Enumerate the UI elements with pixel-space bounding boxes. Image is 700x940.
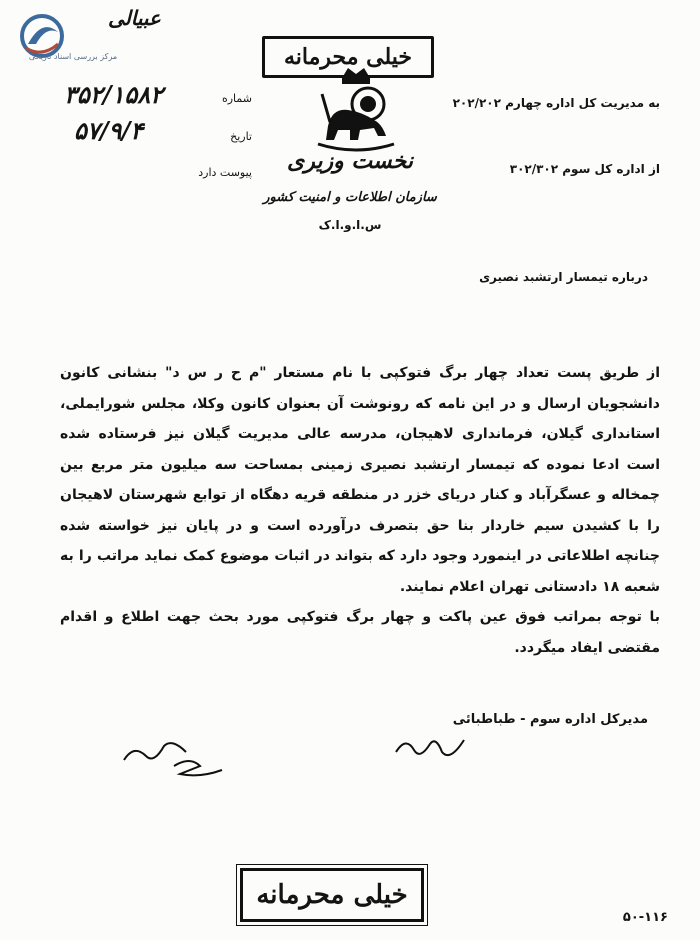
subject-line: درباره تیمسار ارتشبد نصیری <box>479 270 648 284</box>
signature-line: مدیرکل اداره سوم - طباطبائی <box>452 712 648 727</box>
number-value: ۳۵۲/۱۵۸۲ <box>64 80 163 109</box>
closing-paragraph: با توجه بمراتب فوق عین پاکت و چهار برگ فتوکپی مورد بحث جهت اطلاع و اقدام مقتضی ایفاد میگردد. <box>60 609 660 656</box>
number-label: شماره <box>221 92 252 105</box>
org-title: نخست وزیری <box>287 148 413 174</box>
classification-stamp-bottom: خیلی محرمانه <box>240 868 424 922</box>
letter-body <box>60 358 660 663</box>
body-paragraph: از طریق پست تعداد چهار برگ فتوکپی با نام مستعار "م ح ر س د" بنشانی کانون دانشجویان ارسال و در این نامه که رونوشت آن بعنوان کانون وکلا، مجلس شورایملی، استانداری گیلان، فرمانداری لاهیجان، مدرسه عالی مدیریت گیلان نیز فرستاده شده است ادعا نموده که تیمسار ارتشبد نصیری زمینی بمساحت سه میلیون متر مربع بین چمخاله و عسگرآباد و کنار دریای خزر در منطقه قریه دهگاه از توابع شهرستان لاهیجان را با کشیدن سیم خاردار بنا حق بتصرف درآورده است و در پایان نیز خواسته شده چنانچه اطلاعاتی در اینمورد وجود دارد که بتواند در اثبات موضوع کمک نماید مراتب را به شعبه ۱۸ دادستانی تهران اعلام نمایند. <box>60 365 660 595</box>
handwritten-name: عبیالی <box>108 6 161 30</box>
date-value: ۵۷/۹/۴ <box>74 116 144 145</box>
org-code: س.ا.و.ا.ک <box>318 218 382 232</box>
classification-stamp-top: خیلی محرمانه <box>262 36 434 78</box>
to-line: به مدیریت کل اداره چهارم ۲۰۲/۲۰۲ <box>452 96 660 110</box>
paraph-scribble-icon <box>170 752 226 780</box>
lion-and-sun-emblem-icon <box>308 64 404 156</box>
org-subtitle: سازمان اطلاعات و امنیت کشور <box>263 190 437 205</box>
signature-scribble-icon <box>390 732 470 762</box>
date-label: تاریخ <box>230 130 252 143</box>
attachment-label: پیوست دارد <box>198 166 252 179</box>
from-line: از اداره کل سوم ۳۰۲/۳۰۲ <box>509 162 660 176</box>
watermark-text: مرکز بررسی اسناد تاریخی <box>28 52 118 61</box>
page-number: ۵۰-۱۱۶ <box>622 910 668 925</box>
